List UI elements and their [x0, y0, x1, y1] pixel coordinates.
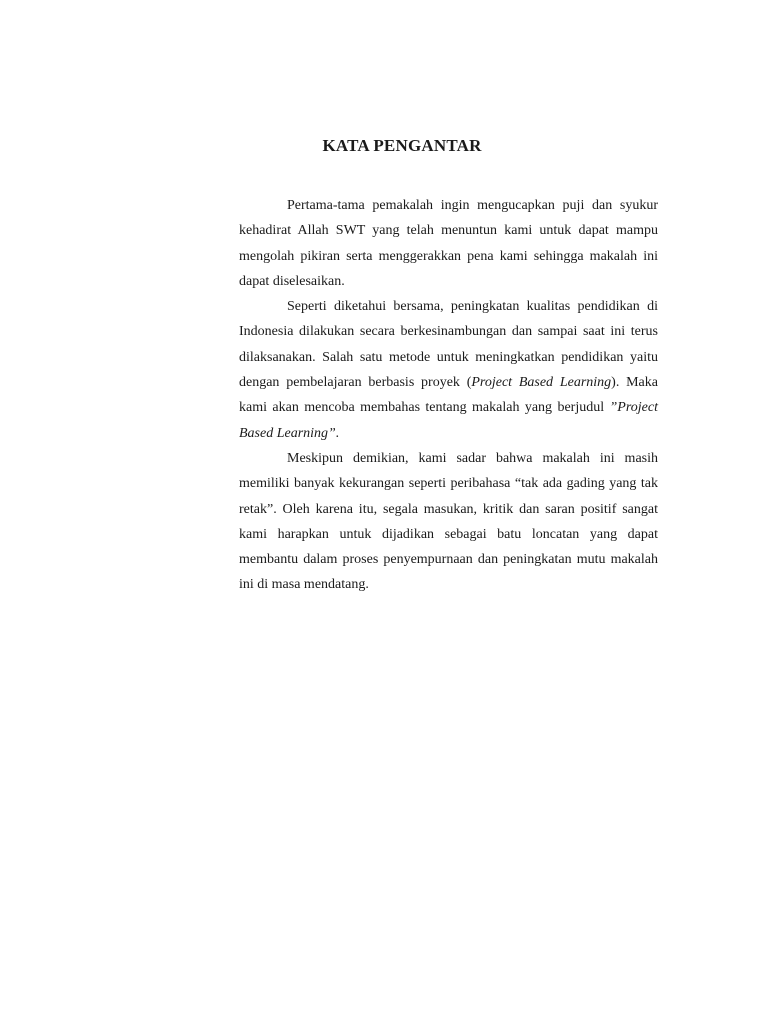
paragraph-1 — [239, 193, 658, 294]
body-text — [239, 193, 658, 598]
italic-term: Project Based Learning — [471, 375, 612, 391]
paragraph-text: Meskipun demikian, kami sadar bahwa makalah ini masih memiliki banyak kekurangan seperti peribahasa “tak ada gading yang tak retak”. Oleh karena itu, segala masukan, kritik dan saran positif sangat kami harapkan untuk dijadikan sebagai batu loncatan yang dapat membantu dalam proses penyempurnaan dan peningkatan mutu makalah ini di masa mendatang. — [239, 450, 658, 593]
page-title: KATA PENGANTAR — [322, 136, 482, 155]
paragraph-text: ). Maka kami akan mencoba membahas tentang makalah yang berjudul — [239, 375, 658, 416]
italic-title-quote: ”Project Based Learning”. — [239, 400, 658, 441]
paragraph-text: Seperti diketahui bersama, peningkatan kualitas pendidikan di Indonesia dilakukan secara berkesinambungan dan sampai saat ini terus dilaksanakan. Salah satu metode untuk meningkatkan pendidikan yaitu dengan pembelajaran berbasis proyek ( — [239, 299, 658, 391]
paragraph-text: Pertama-tama pemakalah ingin mengucapkan puji dan syukur kehadirat Allah SWT yang telah menuntun kami untuk dapat mampu mengolah pikiran serta menggerakkan pena kami sehingga makalah ini dapat diselesaikan. — [239, 198, 658, 289]
paragraph-3 — [239, 446, 658, 598]
paragraph-2 — [239, 294, 658, 446]
